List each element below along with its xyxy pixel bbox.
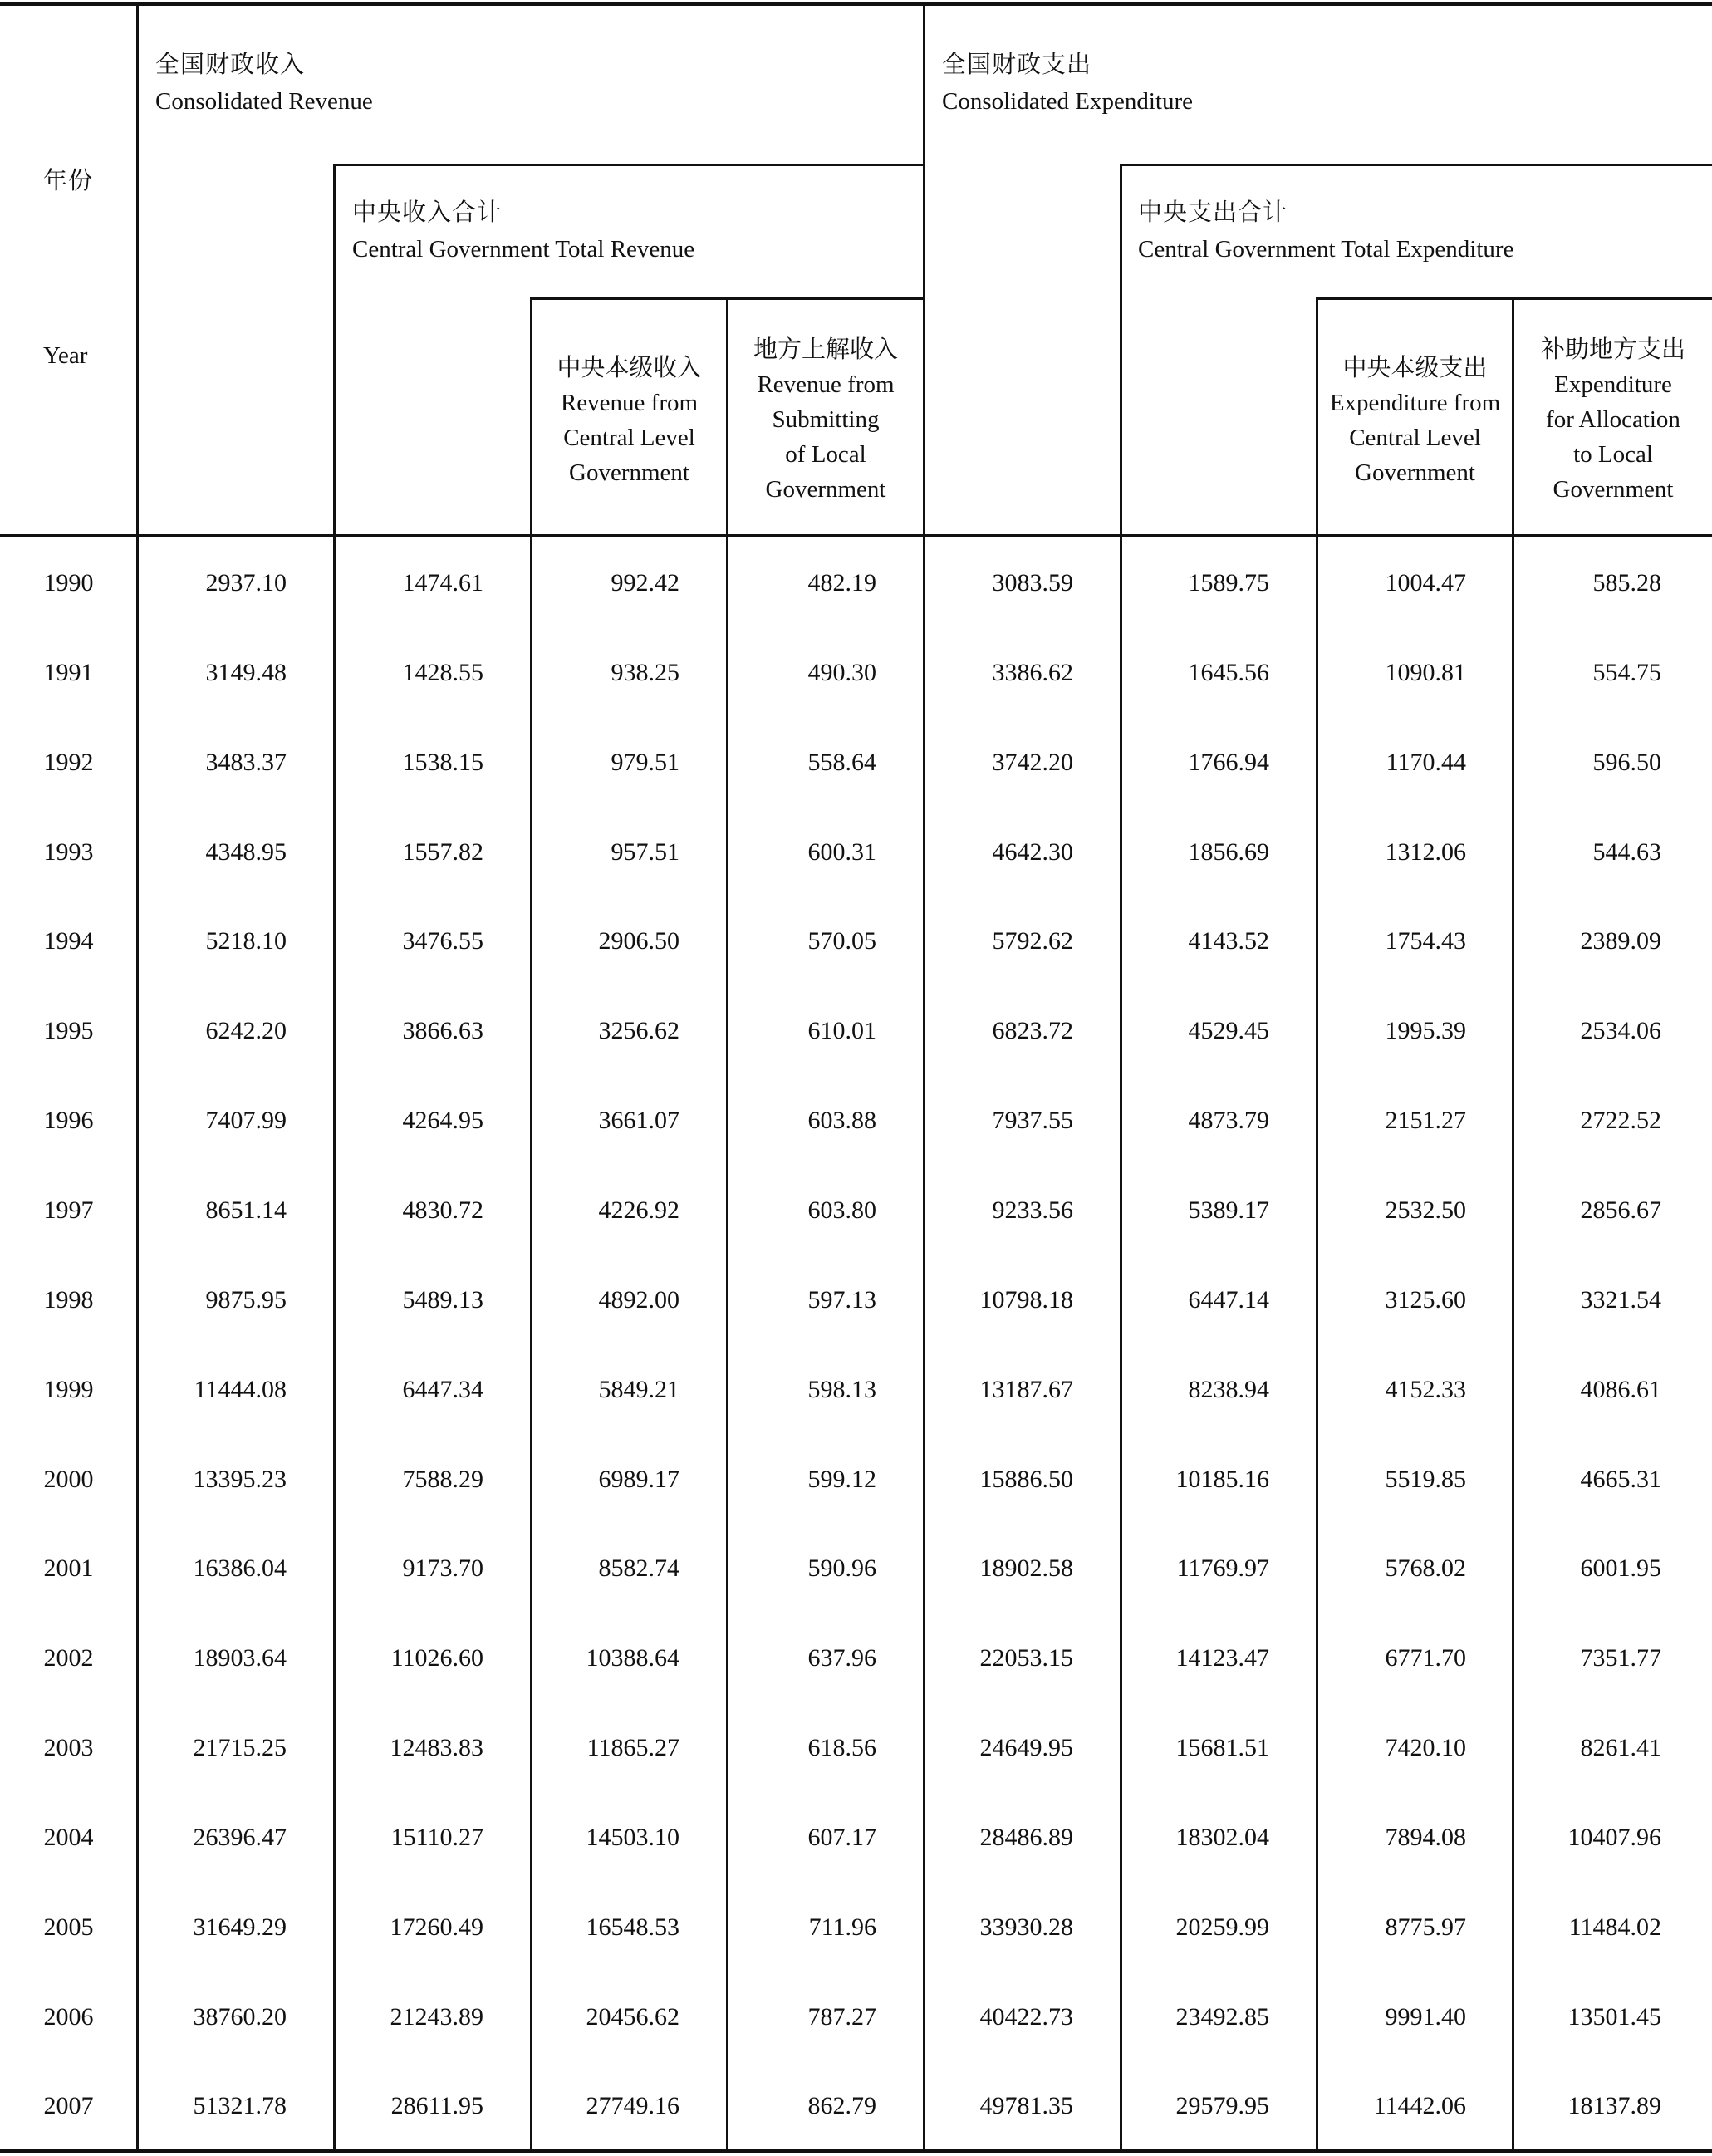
value-cell: 17260.49	[390, 1913, 483, 1941]
value-cell: 862.79	[807, 2092, 876, 2119]
value-cell: 1856.69	[1188, 838, 1269, 866]
value-cell: 15110.27	[390, 1824, 483, 1851]
value-cell: 3866.63	[402, 1017, 483, 1044]
value-cell: 31649.29	[193, 1913, 287, 1941]
value-cell: 6242.20	[205, 1017, 287, 1044]
year-cell: 2000	[43, 1466, 94, 1493]
central-total-expenditure-zh: 中央支出合计	[1138, 199, 1288, 226]
value-cell: 3476.55	[402, 927, 483, 955]
value-cell: 1170.44	[1386, 749, 1466, 776]
year-cell: 2005	[43, 1913, 94, 1941]
value-cell: 18137.89	[1567, 2092, 1661, 2119]
value-cell: 11865.27	[586, 1734, 679, 1761]
value-cell: 596.50	[1592, 749, 1661, 776]
year-cell: 1992	[43, 749, 94, 776]
value-cell: 4873.79	[1188, 1107, 1269, 1134]
value-cell: 26396.47	[193, 1824, 287, 1851]
value-cell: 600.31	[807, 838, 876, 866]
local-allocation-expenditure-en-3: to Local	[1573, 441, 1653, 468]
central-level-revenue-en-2: Central Level	[563, 425, 695, 451]
value-cell: 16386.04	[193, 1554, 287, 1582]
value-cell: 4143.52	[1188, 927, 1269, 955]
value-cell: 1766.94	[1188, 749, 1269, 776]
year-cell: 1997	[43, 1196, 94, 1224]
year-cell: 1993	[43, 838, 94, 866]
value-cell: 4264.95	[402, 1107, 483, 1134]
value-cell: 7588.29	[402, 1466, 483, 1493]
value-cell: 554.75	[1592, 659, 1661, 686]
value-cell: 9991.40	[1385, 2003, 1466, 2031]
value-cell: 2856.67	[1580, 1196, 1661, 1224]
value-cell: 14503.10	[586, 1824, 679, 1851]
value-cell: 12483.83	[390, 1734, 483, 1761]
year-cell: 2006	[43, 2003, 94, 2031]
value-cell: 7407.99	[205, 1107, 287, 1134]
value-cell: 4892.00	[598, 1286, 679, 1314]
value-cell: 15681.51	[1175, 1734, 1269, 1761]
value-cell: 603.88	[807, 1107, 876, 1134]
value-cell: 1754.43	[1385, 927, 1466, 955]
value-cell: 7351.77	[1580, 1644, 1661, 1672]
value-cell: 10388.64	[586, 1644, 679, 1672]
value-cell: 544.63	[1592, 838, 1661, 866]
expenditure-subheader-rule	[1120, 164, 1712, 166]
value-cell: 2151.27	[1385, 1107, 1466, 1134]
value-cell: 603.80	[807, 1196, 876, 1224]
year-cell: 2003	[43, 1734, 94, 1761]
value-cell: 3149.48	[205, 659, 287, 686]
value-cell: 4529.45	[1188, 1017, 1269, 1044]
value-cell: 3256.62	[598, 1017, 679, 1044]
central-level-expenditure-header	[1318, 351, 1512, 490]
year-cell: 2007	[43, 2092, 94, 2119]
value-cell: 1645.56	[1188, 659, 1269, 686]
central-level-expenditure-en-3: Government	[1355, 459, 1475, 486]
value-cell: 11484.02	[1568, 1913, 1661, 1941]
value-cell: 637.96	[807, 1644, 876, 1672]
year-cell: 1995	[43, 1017, 94, 1044]
value-cell: 1090.81	[1385, 659, 1466, 686]
value-cell: 23492.85	[1175, 2003, 1269, 2031]
value-cell: 49781.35	[979, 2092, 1073, 2119]
value-cell: 18903.64	[193, 1644, 287, 1672]
year-cell: 1991	[43, 659, 94, 686]
value-cell: 13395.23	[193, 1466, 287, 1493]
local-submit-revenue-header	[728, 332, 923, 507]
local-submit-revenue-en-4: Government	[765, 476, 886, 503]
value-cell: 3661.07	[598, 1107, 679, 1134]
local-allocation-expenditure-en-1: Expenditure	[1554, 371, 1672, 398]
value-cell: 5218.10	[205, 927, 287, 955]
value-cell: 21715.25	[193, 1734, 287, 1761]
year-header-zh: 年份	[43, 168, 94, 194]
value-cell: 10798.18	[979, 1286, 1073, 1314]
value-cell: 6001.95	[1580, 1554, 1661, 1582]
value-cell: 590.96	[807, 1554, 876, 1582]
local-submit-revenue-en-1: Revenue from	[757, 371, 895, 398]
value-cell: 787.27	[807, 2003, 876, 2031]
value-cell: 2389.09	[1580, 927, 1661, 955]
value-cell: 7420.10	[1385, 1734, 1466, 1761]
value-cell: 4226.92	[598, 1196, 679, 1224]
value-cell: 482.19	[807, 569, 876, 597]
value-cell: 585.28	[1592, 569, 1661, 597]
bottom-rule	[0, 2149, 1712, 2153]
value-cell: 1312.06	[1385, 838, 1466, 866]
value-cell: 1004.47	[1385, 569, 1466, 597]
consolidated-revenue-zh: 全国财政收入	[155, 52, 306, 78]
value-cell: 599.12	[807, 1466, 876, 1493]
local-submit-revenue-en-3: of Local	[785, 441, 866, 468]
value-cell: 4665.31	[1580, 1466, 1661, 1493]
value-cell: 5389.17	[1188, 1196, 1269, 1224]
value-cell: 6447.14	[1188, 1286, 1269, 1314]
central-total-expenditure-en: Central Government Total Expenditure	[1138, 236, 1514, 263]
year-cell: 1990	[43, 569, 94, 597]
top-rule	[0, 2, 1712, 6]
value-cell: 6447.34	[402, 1376, 483, 1403]
value-cell: 16548.53	[586, 1913, 679, 1941]
value-cell: 13501.45	[1567, 2003, 1661, 2031]
central-level-revenue-en-3: Government	[569, 459, 689, 486]
consolidated-expenditure-en: Consolidated Expenditure	[942, 88, 1194, 115]
year-cell: 2001	[43, 1554, 94, 1582]
value-cell: 13187.67	[979, 1376, 1073, 1403]
value-cell: 1589.75	[1188, 569, 1269, 597]
value-cell: 11026.60	[390, 1644, 483, 1672]
year-header-en: Year	[43, 342, 88, 369]
value-cell: 598.13	[807, 1376, 876, 1403]
value-cell: 8775.97	[1385, 1913, 1466, 1941]
value-cell: 7937.55	[992, 1107, 1073, 1134]
central-total-revenue-en: Central Government Total Revenue	[352, 236, 695, 263]
central-total-revenue-zh: 中央收入合计	[352, 199, 503, 226]
year-cell: 1998	[43, 1286, 94, 1314]
value-cell: 490.30	[807, 659, 876, 686]
value-cell: 5489.13	[402, 1286, 483, 1314]
value-cell: 618.56	[807, 1734, 876, 1761]
value-cell: 22053.15	[979, 1644, 1073, 1672]
value-cell: 2906.50	[598, 927, 679, 955]
local-allocation-expenditure-en-4: Government	[1553, 476, 1674, 503]
value-cell: 979.51	[611, 749, 679, 776]
value-cell: 21243.89	[390, 2003, 483, 2031]
value-cell: 14123.47	[1175, 1644, 1269, 1672]
consolidated-revenue-en: Consolidated Revenue	[155, 88, 373, 115]
value-cell: 3483.37	[205, 749, 287, 776]
central-level-expenditure-en-2: Central Level	[1349, 425, 1481, 451]
value-cell: 8582.74	[598, 1554, 679, 1582]
local-submit-revenue-en-2: Submitting	[772, 406, 880, 433]
value-cell: 9875.95	[205, 1286, 287, 1314]
value-cell: 5768.02	[1385, 1554, 1466, 1582]
value-cell: 20259.99	[1175, 1913, 1269, 1941]
value-cell: 5849.21	[598, 1376, 679, 1403]
value-cell: 3125.60	[1385, 1286, 1466, 1314]
value-cell: 957.51	[611, 838, 679, 866]
value-cell: 4642.30	[992, 838, 1073, 866]
central-level-revenue-zh: 中央本级收入	[557, 355, 702, 381]
value-cell: 3386.62	[992, 659, 1073, 686]
central-level-revenue-en-1: Revenue from	[560, 390, 699, 416]
value-cell: 607.17	[807, 1824, 876, 1851]
value-cell: 27749.16	[586, 2092, 679, 2119]
revenue-subheader-rule	[333, 164, 924, 166]
year-cell: 2002	[43, 1644, 94, 1672]
value-cell: 11442.06	[1373, 2092, 1466, 2119]
value-cell: 38760.20	[193, 2003, 287, 2031]
central-level-expenditure-en-1: Expenditure from	[1329, 390, 1501, 416]
value-cell: 1428.55	[402, 659, 483, 686]
value-cell: 3083.59	[992, 569, 1073, 597]
year-cell: 2004	[43, 1824, 94, 1851]
value-cell: 8238.94	[1188, 1376, 1269, 1403]
value-cell: 4086.61	[1580, 1376, 1661, 1403]
value-cell: 2937.10	[205, 569, 287, 597]
value-cell: 8261.41	[1580, 1734, 1661, 1761]
value-cell: 6823.72	[992, 1017, 1073, 1044]
value-cell: 20456.62	[586, 2003, 679, 2031]
value-cell: 610.01	[807, 1017, 876, 1044]
value-cell: 9233.56	[992, 1196, 1073, 1224]
header-bottom-rule	[0, 534, 1712, 537]
local-allocation-expenditure-zh: 补助地方支出	[1540, 336, 1685, 363]
local-allocation-expenditure-header	[1514, 332, 1712, 507]
value-cell: 1995.39	[1385, 1017, 1466, 1044]
value-cell: 6771.70	[1385, 1644, 1466, 1672]
value-cell: 4152.33	[1385, 1376, 1466, 1403]
value-cell: 4348.95	[205, 838, 287, 866]
value-cell: 10185.16	[1175, 1466, 1269, 1493]
value-cell: 51321.78	[193, 2092, 287, 2119]
value-cell: 1538.15	[402, 749, 483, 776]
value-cell: 2722.52	[1580, 1107, 1661, 1134]
value-cell: 29579.95	[1175, 2092, 1269, 2119]
year-cell: 1994	[43, 927, 94, 955]
value-cell: 10407.96	[1567, 1824, 1661, 1851]
central-level-expenditure-zh: 中央本级支出	[1342, 355, 1488, 381]
value-cell: 33930.28	[979, 1913, 1073, 1941]
value-cell: 2532.50	[1385, 1196, 1466, 1224]
value-cell: 1557.82	[402, 838, 483, 866]
value-cell: 40422.73	[979, 2003, 1073, 2031]
value-cell: 597.13	[807, 1286, 876, 1314]
value-cell: 15886.50	[979, 1466, 1073, 1493]
value-cell: 6989.17	[598, 1466, 679, 1493]
value-cell: 7894.08	[1385, 1824, 1466, 1851]
central-level-revenue-header	[532, 351, 726, 490]
value-cell: 558.64	[807, 749, 876, 776]
year-cell: 1999	[43, 1376, 94, 1403]
value-cell: 18302.04	[1175, 1824, 1269, 1851]
value-cell: 2534.06	[1580, 1017, 1661, 1044]
value-cell: 938.25	[611, 659, 679, 686]
value-cell: 11444.08	[194, 1376, 287, 1403]
value-cell: 3321.54	[1580, 1286, 1661, 1314]
value-cell: 8651.14	[205, 1196, 287, 1224]
value-cell: 28486.89	[979, 1824, 1073, 1851]
year-cell: 1996	[43, 1107, 94, 1134]
value-cell: 5792.62	[992, 927, 1073, 955]
value-cell: 570.05	[807, 927, 876, 955]
local-submit-revenue-zh: 地方上解收入	[753, 336, 898, 363]
value-cell: 18902.58	[979, 1554, 1073, 1582]
value-cell: 24649.95	[979, 1734, 1073, 1761]
value-cell: 1474.61	[402, 569, 483, 597]
value-cell: 11769.97	[1176, 1554, 1269, 1582]
value-cell: 28611.95	[390, 2092, 483, 2119]
value-cell: 3742.20	[992, 749, 1073, 776]
value-cell: 992.42	[611, 569, 679, 597]
local-allocation-expenditure-en-2: for Allocation	[1546, 406, 1680, 433]
value-cell: 711.96	[808, 1913, 876, 1941]
consolidated-expenditure-zh: 全国财政支出	[942, 52, 1092, 78]
value-cell: 5519.85	[1385, 1466, 1466, 1493]
value-cell: 4830.72	[402, 1196, 483, 1224]
value-cell: 9173.70	[402, 1554, 483, 1582]
